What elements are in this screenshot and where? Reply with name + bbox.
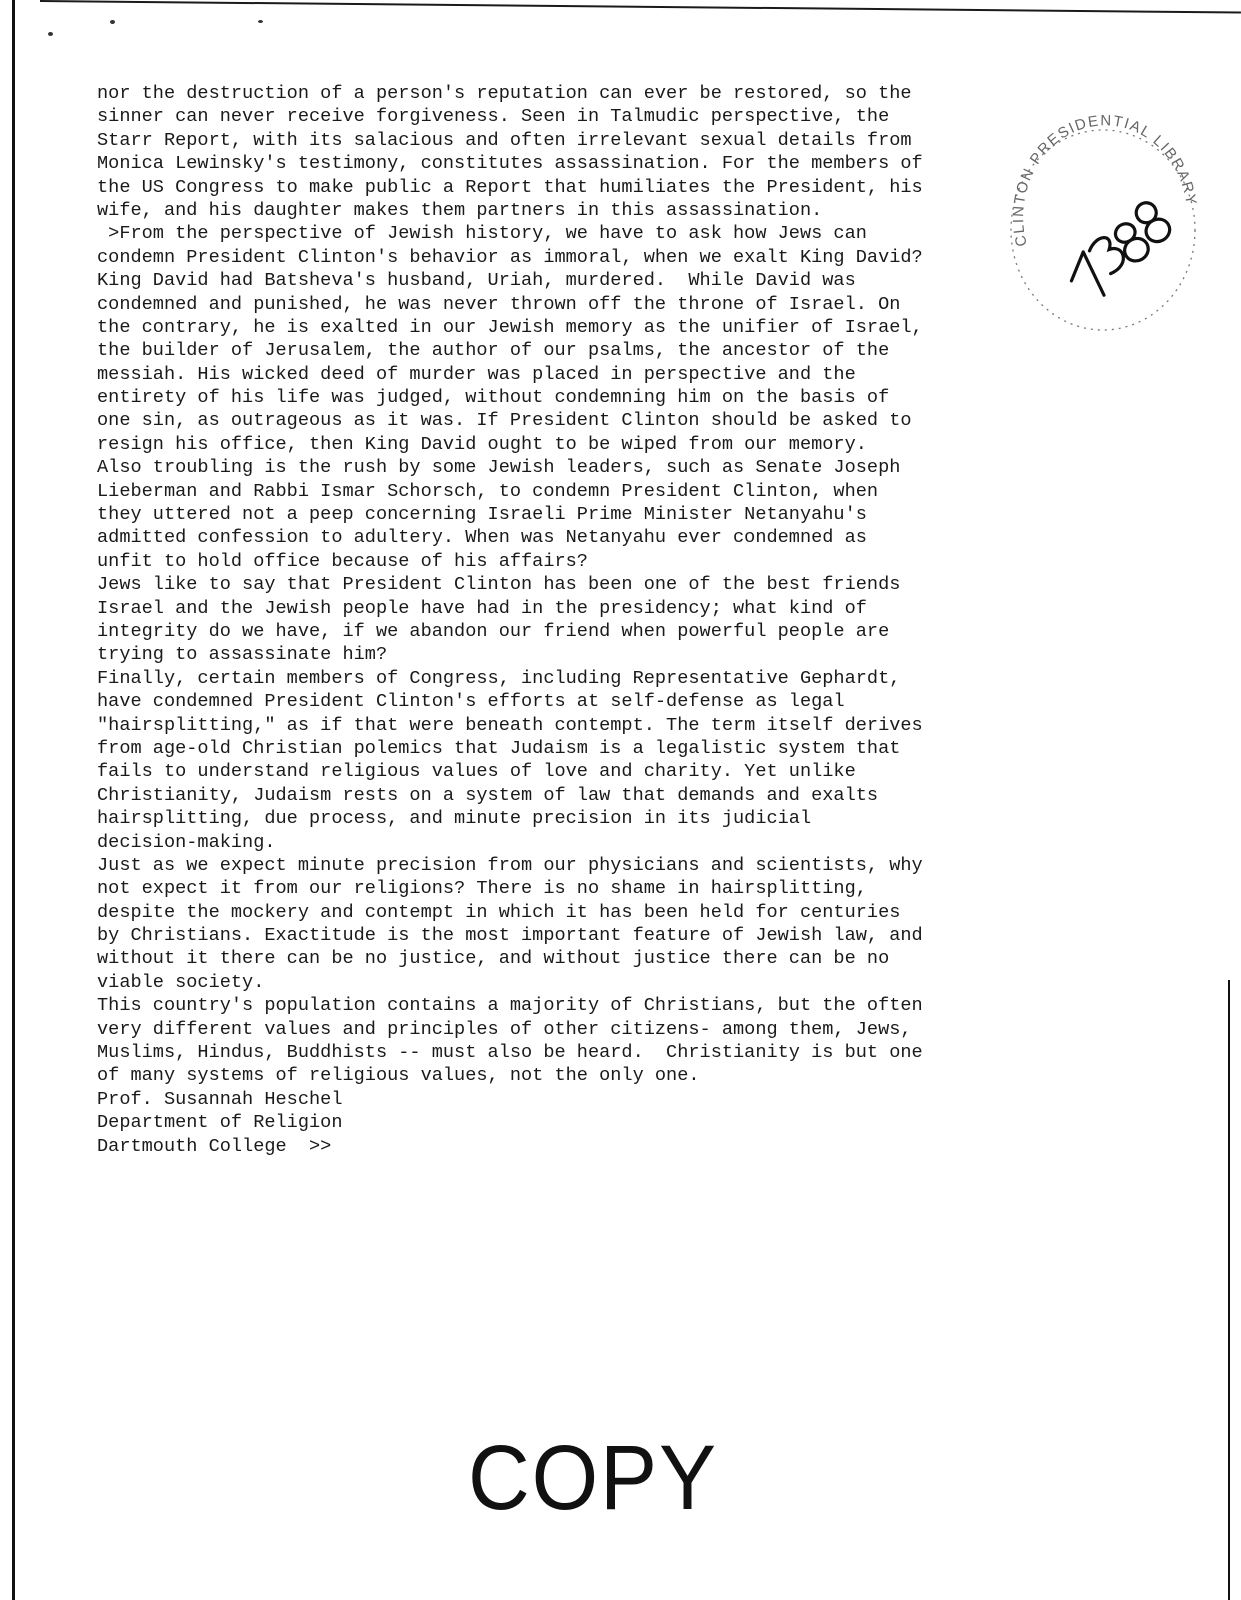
letter-line: wife, and his daughter makes them partners in this assassination.	[97, 199, 823, 221]
letter-line: resign his office, then King David ought to be wiped from our memory.	[97, 433, 867, 455]
letter-line: by Christians. Exactitude is the most important feature of Jewish law, and	[97, 925, 923, 947]
letter-line: fails to understand religious values of love and charity. Yet unlike	[97, 761, 856, 783]
letter-line: Lieberman and Rabbi Ismar Schorsch, to condemn President Clinton, when	[97, 480, 879, 502]
page-edge-top	[40, 0, 1241, 14]
letter-line: Dartmouth College >>	[97, 1135, 332, 1157]
letter-line: Monica Lewinsky's testimony, constitutes assassination. For the members of	[97, 153, 923, 175]
presidential-library-stamp	[1005, 105, 1200, 335]
letter-line: trying to assassinate him?	[97, 644, 388, 666]
stamp-institution-text: CLINTON PRESIDENTIAL LIBRARY	[1010, 112, 1200, 249]
letter-line: Also troubling is the rush by some Jewish leaders, such as Senate Joseph	[97, 457, 901, 479]
letter-line: Christianity, Judaism rests on a system of law that demands and exalts	[97, 784, 879, 806]
letter-line: not expect it from our religions? There is no shame in hairsplitting,	[97, 878, 867, 900]
letter-line: King David had Batsheva's husband, Uriah, murdered. While David was	[97, 270, 856, 292]
scan-speck	[258, 20, 263, 23]
letter-line: messiah. His wicked deed of murder was placed in perspective and the	[97, 363, 856, 385]
copy-mark: COPY	[468, 1427, 718, 1529]
page-edge-left	[12, 0, 15, 1600]
letter-line: the builder of Jerusalem, the author of our psalms, the ancestor of the	[97, 340, 890, 362]
letter-line: "hairsplitting," as if that were beneath contempt. The term itself derives	[97, 714, 923, 736]
letter-line: nor the destruction of a person's reputation can ever be restored, so the	[97, 83, 912, 104]
letter-line: hairsplitting, due process, and minute precision in its judicial	[97, 808, 812, 830]
letter-line: Jews like to say that President Clinton has been one of the best friends	[97, 574, 901, 596]
letter-line: Department of Religion	[97, 1112, 343, 1134]
letter-line: This country's population contains a majority of Christians, but the often	[97, 995, 923, 1017]
letter-line: sinner can never receive forgiveness. Seen in Talmudic perspective, the	[97, 106, 890, 128]
letter-line: Finally, certain members of Congress, including Representative Gephardt,	[97, 667, 901, 689]
letter-line: Prof. Susannah Heschel	[97, 1088, 343, 1110]
letter-line: >From the perspective of Jewish history, we have to ask how Jews can	[97, 223, 867, 245]
letter-line: condemn President Clinton's behavior as immoral, when we exalt King David?	[97, 246, 923, 268]
letter-line: very different values and principles of other citizens- among them, Jews,	[97, 1018, 912, 1040]
letter-line: Starr Report, with its salacious and often irrelevant sexual details from	[97, 129, 912, 151]
letter-line: the contrary, he is exalted in our Jewish memory as the unifier of Israel,	[97, 316, 923, 338]
page-edge-right	[1228, 980, 1230, 1600]
letter-line: integrity do we have, if we abandon our friend when powerful people are	[97, 620, 890, 642]
letter-line: have condemned President Clinton's efforts at self-defense as legal	[97, 691, 845, 713]
handwritten-number	[1055, 197, 1183, 305]
scan-speck	[110, 20, 115, 24]
letter-line: admitted confession to adultery. When was Netanyahu ever condemned as	[97, 527, 867, 549]
letter-line: decision-making.	[97, 831, 276, 853]
letter-line: of many systems of religious values, not the only one.	[97, 1065, 700, 1087]
letter-line: the US Congress to make public a Report that humiliates the President, his	[97, 176, 923, 198]
letter-line: one sin, as outrageous as it was. If President Clinton should be asked to	[97, 410, 912, 432]
letter-line: entirety of his life was judged, without condemning him on the basis of	[97, 387, 890, 409]
letter-line: condemned and punished, he was never thrown off the throne of Israel. On	[97, 293, 901, 315]
letter-line: Just as we expect minute precision from our physicians and scientists, why	[97, 854, 923, 876]
letter-line: Israel and the Jewish people have had in the presidency; what kind of	[97, 597, 867, 619]
letter-line: they uttered not a peep concerning Israeli Prime Minister Netanyahu's	[97, 504, 867, 526]
letter-line: Muslims, Hindus, Buddhists -- must also be heard. Christianity is but one	[97, 1042, 923, 1064]
stamp-graphic	[1005, 105, 1200, 335]
scan-speck	[48, 32, 53, 36]
letter-line: unfit to hold office because of his affairs?	[97, 550, 588, 572]
letter-line: from age-old Christian polemics that Judaism is a legalistic system that	[97, 737, 901, 759]
letter-line: despite the mockery and contempt in which it has been held for centuries	[97, 901, 901, 923]
letter-line: without it there can be no justice, and without justice there can be no	[97, 948, 890, 970]
letter-body	[97, 82, 997, 1158]
letter-line: viable society.	[97, 971, 265, 993]
